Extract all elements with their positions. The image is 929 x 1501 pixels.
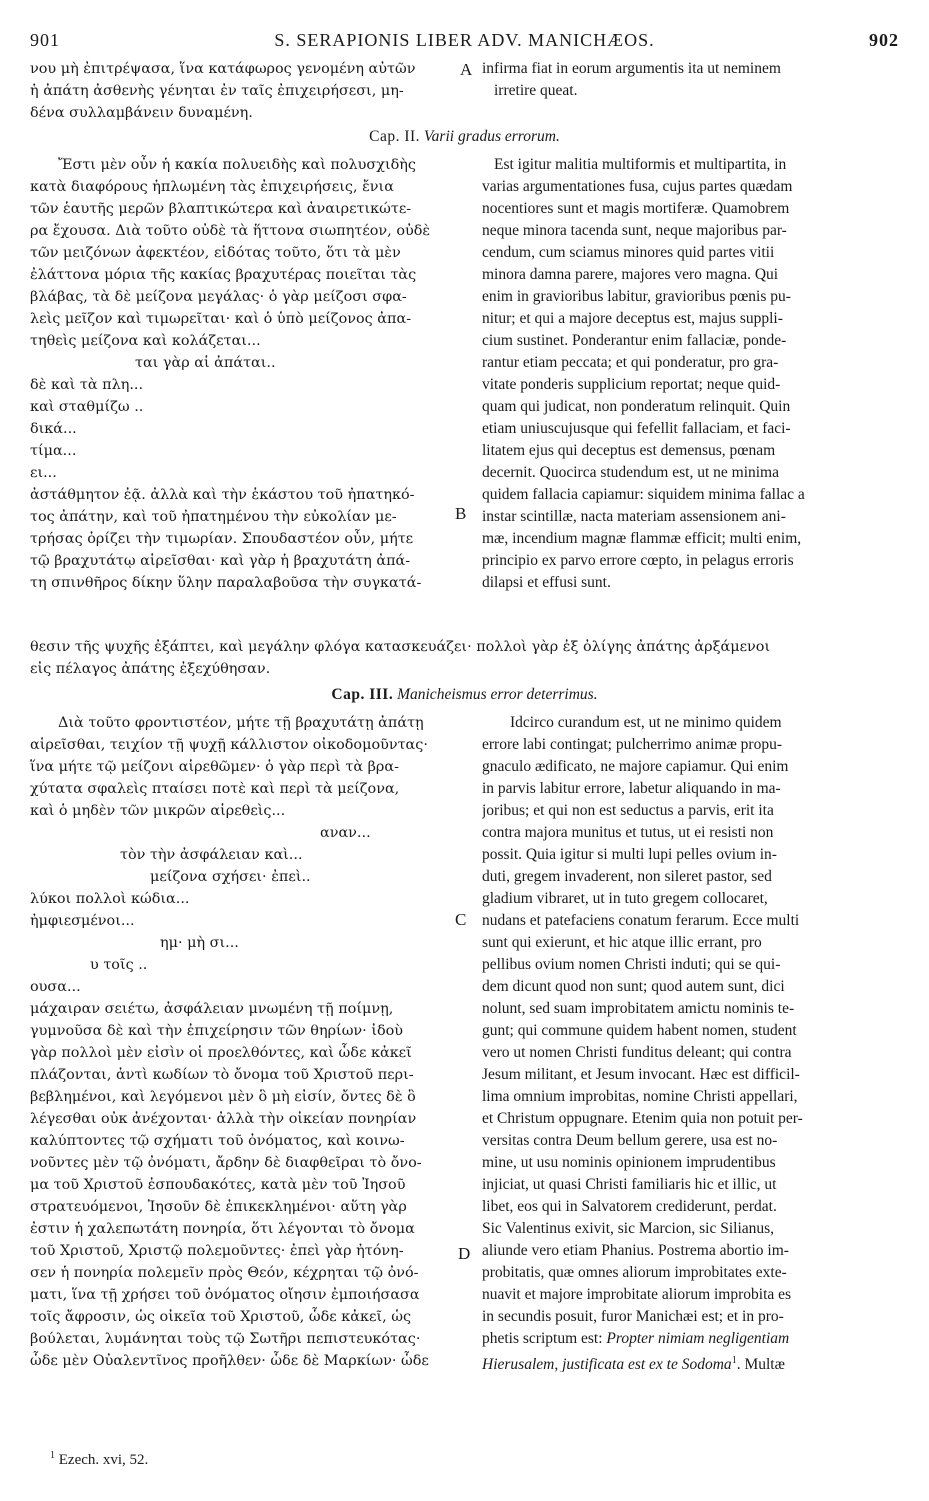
chapter-3-heading	[0, 686, 929, 704]
greek-line: ουσα...	[30, 979, 81, 995]
greek-line: σεν ἡ πονηρία πολεμεῖν πρὸς Θεόν, κέχρηται τῷ ὀνό-	[30, 1265, 419, 1281]
greek-line: καλύπτοντες τῷ σχήματι τοῦ ὀνόματος, καὶ κοινω-	[30, 1133, 405, 1149]
greek-line: υ τοῖς ..	[90, 957, 148, 973]
latin-line: joribus; et qui non est seductus a parvis, erit ita	[482, 802, 774, 819]
latin-line	[482, 1350, 900, 1372]
latin-line: cium sustinet. Ponderantur enim fallaciæ, ponde-	[482, 332, 787, 349]
latin-line: lima omnium improbitas, nomine Christi appellari,	[482, 1088, 798, 1105]
chapter-3-greek-column	[30, 712, 470, 1372]
latin-line: nuavit et majore improbitate aliorum improbita es	[482, 1286, 792, 1303]
margin-marker-c: C	[455, 910, 467, 929]
greek-line: ει...	[30, 465, 57, 481]
greek-line: μα τοῦ Χριστοῦ ἐσπουδακότες, κατὰ μὲν τοῦ Ἰησοῦ	[30, 1177, 406, 1193]
greek-line: δένα συλλαμβάνειν δυναμένη.	[30, 105, 253, 121]
greek-line: ἵνα μήτε τῷ μείζονι αἱρεθῶμεν· ὁ γὰρ περὶ τὰ βρα-	[30, 759, 399, 775]
latin-line: Est igitur malitia multiformis et multipartita, in	[494, 156, 787, 173]
chapter-3-title: Manicheismus error deterrimus.	[397, 686, 598, 703]
latin-line: libet, eos qui in Salvatorem crediderunt, perdat.	[482, 1198, 777, 1215]
chapter-2-latin-column	[482, 154, 900, 594]
latin-line: duti, gregem invaderent, non sileret pastor, sed	[482, 868, 772, 885]
greek-line: τίμα...	[30, 443, 77, 459]
footnote-text: Ezech. xvi, 52.	[58, 1452, 149, 1468]
greek-line: μείζονα σχήσει· ἐπεὶ..	[150, 869, 311, 885]
greek-line: χύτατα σφαλεὶς πταίσει ποτὲ καὶ περὶ τὰ μείζονα,	[30, 781, 400, 797]
latin-line: gunt; qui commune quidem habent nomen, student	[482, 1022, 797, 1039]
footnote-number: 1	[50, 1450, 55, 1461]
scripture-quote: Hierusalem, justificata est ex te Sodoma	[482, 1356, 732, 1372]
latin-line	[482, 1306, 900, 1328]
running-title: S. SERAPIONIS LIBER ADV. MANICHÆOS.	[274, 30, 655, 50]
latin-line: Sic Valentinus exivit, sic Marcion, sic Silianus,	[482, 1220, 775, 1237]
latin-line: irretire queat.	[494, 82, 578, 99]
top-greek-column	[30, 58, 473, 124]
latin-line: dem dicunt quod non sunt; quod autem sunt, dici	[482, 978, 785, 995]
greek-line: λύκοι πολλοὶ κώδια...	[30, 891, 190, 907]
greek-line: αναν...	[320, 825, 371, 841]
latin-line: litatem ejus qui deceptus est demensus, pœnam	[482, 442, 776, 459]
latin-line: dilapsi et effusi sunt.	[482, 574, 611, 591]
footnote	[50, 1450, 148, 1469]
greek-line: πλάζονται, ἀντὶ κωδίων τὸ ὄνομα τοῦ Χριστοῦ περι-	[30, 1067, 414, 1083]
greek-line: ὧδε μὲν Οὐαλεντῖνος προῆλθεν· ὧδε δὲ Μαρκίων· ὧδε	[30, 1353, 429, 1369]
page-number-right: 902	[869, 30, 899, 50]
page-number-left: 901	[30, 30, 60, 50]
latin-line: versitas contra Deum bellum gerere, usa est no-	[482, 1132, 778, 1149]
latin-line: decernit. Quocirca studendum est, ut ne minima	[482, 464, 779, 481]
chapter-2-greek-column	[30, 154, 470, 594]
latin-text: in secundis posuit, furor Manichæi est; et in pro-	[482, 1308, 784, 1325]
greek-line: δικά...	[30, 421, 77, 437]
greek-line: καὶ ὁ μηδὲν τῶν μικρῶν αἱρεθεὶς...	[30, 803, 286, 819]
chapter-3-number: Cap. III.	[331, 686, 394, 703]
latin-line: mine, ut usu nominis opinionem imprudentibus	[482, 1154, 776, 1171]
greek-line: ἠμφιεσμένοι...	[30, 913, 135, 929]
greek-line: Ἔστι μὲν οὖν ἡ κακία πολυειδὴς καὶ πολυσχιδὴς	[58, 157, 416, 173]
latin-line: infirma fiat in eorum argumentis ita ut neminem	[482, 60, 781, 77]
greek-line: λεὶς μεῖζον καὶ τιμωρεῖται· καὶ ὁ ὑπὸ μείζονος ἀπα-	[30, 311, 412, 327]
latin-line: etiam uniuscujusque qui fefellit fallaciam, et faci-	[482, 420, 791, 437]
chapter-2-full-width	[30, 636, 899, 680]
running-header	[30, 30, 899, 54]
chapter-2-title: Varii gradus errorum.	[423, 128, 560, 145]
greek-line: καὶ σταθμίζω ..	[30, 399, 144, 415]
greek-line: βλάβας, τὰ δὲ μείζονα μεγάλας· ὁ γὰρ μείζοσι σφα-	[30, 289, 407, 305]
greek-line: μάχαιραν σειέτω, ἀσφάλειαν μνωμένη τῇ ποίμνῃ,	[30, 1001, 394, 1017]
greek-line: τῶν ἑαυτῆς μερῶν βλαπτικώτερα καὶ ἀναιρετικώτε-	[30, 201, 412, 217]
greek-full-line: εἰς πέλαγος ἀπάτης ἐξεχύθησαν.	[30, 661, 271, 677]
latin-line: vero ut nomen Christi funditus deleant; qui contra	[482, 1044, 792, 1061]
greek-line: γὰρ πολλοὶ μὲν εἰσὶν οἱ προελθόντες, καὶ ὧδε κἀκεῖ	[30, 1045, 412, 1061]
latin-line: cendum, cum sciamus minores quid partes vitii	[482, 244, 775, 261]
top-latin-column	[482, 58, 900, 102]
greek-line: τῶν μειζόνων ἀφεκτέον, εἰδότας τοῦτο, ὅτι τὰ μὲν	[30, 245, 401, 261]
latin-line: aliunde vero etiam Phanius. Postrema abortio im-	[482, 1242, 789, 1259]
greek-line: ημ· μὴ σι...	[160, 935, 239, 951]
footnote-ref: 1	[731, 1355, 737, 1366]
greek-line: ται γὰρ αἱ ἀπάται..	[135, 355, 276, 371]
latin-line: sunt qui exierunt, et hic atque illic errant, pro	[482, 934, 762, 951]
latin-line: Idcirco curandum est, ut ne minimo quidem	[510, 714, 782, 731]
latin-line: errore labi contingat; pulcherrimo animæ propu-	[482, 736, 783, 753]
latin-line: nudans et patefaciens conatum ferarum. Ecce multi	[482, 912, 800, 929]
greek-line: τηθεὶς μείζονα καὶ κολάζεται...	[30, 333, 261, 349]
latin-line: mæ, incendium magnæ flammæ efficit; multi enim,	[482, 530, 802, 547]
latin-line: probitatis, quæ omnes aliorum improbitates exte-	[482, 1264, 787, 1281]
latin-text: . Multæ	[736, 1356, 785, 1372]
latin-line: minora damna parere, majores vero magna. Qui	[482, 266, 779, 283]
greek-line: νου μὴ ἐπιτρέψασα, ἵνα κατάφωρος γενομένη αὐτῶν	[30, 61, 416, 77]
greek-line: Διὰ τοῦτο φροντιστέον, μήτε τῇ βραχυτάτῃ ἀπάτῃ	[58, 715, 424, 731]
greek-line: αἱρεῖσθαι, τειχίον τῇ ψυχῇ κάλλιστον οἰκοδομοῦντας·	[30, 737, 428, 753]
chapter-2-heading	[0, 128, 929, 146]
greek-line: τοῖς ἄφροσιν, ὡς οἰκεῖα τοῦ Χριστοῦ, ὧδε κἀκεῖ, ὡς	[30, 1309, 412, 1325]
latin-line	[482, 1328, 900, 1350]
latin-line: rantur etiam peccata; et qui ponderatur, pro gra-	[482, 354, 779, 371]
greek-line: τοῦ Χριστοῦ, Χριστῷ πολεμοῦντες· ἐπεὶ γὰρ ἠτόνη-	[30, 1243, 404, 1259]
latin-line: enim in gravioribus labitur, gravioribus pœnis pu-	[482, 288, 791, 305]
latin-line: principio ex parvo errore cœpto, in pelagus erroris	[482, 552, 794, 569]
greek-full-line: θεσιν τῆς ψυχῆς ἐξάπτει, καὶ μεγάλην φλόγα κατασκευάζει· πολλοὶ γὰρ ἐξ ὀλίγης ἀπάτης ἀρξάμενοι	[30, 639, 771, 655]
latin-line: in parvis labitur errore, labetur aliquando in ma-	[482, 780, 781, 797]
latin-line: vitate ponderis supplicium reportat; neque quid-	[482, 376, 781, 393]
greek-line: βούλεται, λυμάνηται τοὺς τῷ Σωτῆρι πεπιστευκότας·	[30, 1331, 421, 1347]
greek-line: λέγεσθαι οὐκ ἀνέχονται· ἀλλὰ τὴν οἰκείαν πονηρίαν	[30, 1111, 417, 1127]
margin-marker-d: D	[458, 1244, 471, 1263]
greek-line: ρα ἔχουσα. Διὰ τοῦτο οὐδὲ τὰ ἥττονα σιωπητέον, οὐδὲ	[30, 223, 431, 239]
latin-line: quidem fallacia capiamur: siquidem minima fallac a	[482, 486, 805, 503]
chapter-2-number: Cap. II.	[369, 128, 421, 145]
greek-line: γυμνοῦσα δὲ καὶ τὴν ἐπιχείρησιν τῶν θηρίων· ἰδοὺ	[30, 1023, 404, 1039]
latin-line: contra majora munitus et tutus, ut ei resisti non	[482, 824, 774, 841]
latin-line: Jesum militant, et Jesum invocant. Hæc est difficil-	[482, 1066, 800, 1083]
greek-line: κατὰ διαφόρους ἡπλωμένη τὰς ἐπιχειρήσεις, ἔνια	[30, 179, 394, 195]
latin-line: neque minora tacenda sunt, neque majoribus par-	[482, 222, 787, 239]
margin-marker-b: B	[455, 504, 467, 523]
latin-line: quam qui judicat, non ponderatum relinquit. Quin	[482, 398, 791, 415]
greek-line: νοῦντες μὲν τῷ ὀνόματι, ἄρδην δὲ διαφθεῖραι τὸ ὄνο-	[30, 1155, 422, 1171]
scripture-quote: Propter nimiam negligentiam	[606, 1330, 790, 1347]
greek-line: δὲ καὶ τὰ πλη...	[30, 377, 144, 393]
latin-line: possit. Quia igitur si multi lupi pelles ovium in-	[482, 846, 777, 863]
latin-line: nocentiores sunt et magis mortiferæ. Quamobrem	[482, 200, 790, 217]
latin-line: gnaculo ædificato, ne majore capiamur. Qui enim	[482, 758, 789, 775]
greek-line: ἐλάττονα μόρια τῆς κακίας βραχυτέρας ποιεῖται τὰς	[30, 267, 417, 283]
greek-line: ἐστιν ἡ χαλεπωτάτη πονηρία, ὅτι λέγονται τὸ ὄνομα	[30, 1221, 415, 1237]
greek-line: ματι, ἵνα τῇ χρήσει τοῦ ὀνόματος οἴησιν ἐμποιήσασα	[30, 1287, 420, 1303]
latin-text: phetis scriptum est:	[482, 1330, 603, 1347]
greek-line: βεβλημένοι, καὶ λεγόμενοι μὲν ὃ μὴ εἰσίν, ὄντες δὲ ὃ	[30, 1089, 416, 1105]
latin-line: varias argumentationes fusa, cujus partes quædam	[482, 178, 793, 195]
greek-line: τη σπινθῆρος δίκην ὕλην παραλαβοῦσα τὴν συγκατά-	[30, 575, 422, 591]
latin-line: pellibus ovium nomen Christi induti; qui se qui-	[482, 956, 781, 973]
margin-marker-a: A	[460, 60, 473, 79]
latin-line: instar scintillæ, nacta materiam assensionem ani-	[482, 508, 786, 525]
greek-line: τῷ βραχυτάτῳ αἱρεῖσθαι· καὶ γὰρ ἡ βραχυτάτη ἀπά-	[30, 553, 411, 569]
greek-line: τὸν τὴν ἀσφάλειαν καὶ...	[120, 847, 303, 863]
greek-line: στρατευόμενοι, Ἰησοῦν δὲ ἐπικεκλημένοι· αὕτη γὰρ	[30, 1199, 407, 1215]
greek-line: τρήσας ὁρίζει τὴν τιμωρίαν. Σπουδαστέον οὖν, μήτε	[30, 531, 414, 547]
latin-line: nolunt, sed suam improbitatem amictu nominis te-	[482, 1000, 795, 1017]
latin-line: et Christum oppugnare. Etenim quia non potuit per-	[482, 1110, 803, 1127]
latin-line: gladium vibraret, ut in tuto gregem collocaret,	[482, 890, 768, 907]
greek-line: τος ἀπάτην, καὶ τοῦ ἠπατημένου τὴν εὐκολίαν με-	[30, 509, 397, 525]
greek-line: ἡ ἀπάτη ἀσθενὴς γένηται ἐν ταῖς ἐπιχειρήσεσι, μη-	[30, 83, 404, 99]
latin-line: injiciat, ut quasi Christi familiaris hic et illic, ut	[482, 1176, 777, 1193]
chapter-3-latin-column	[482, 712, 900, 1372]
greek-line: ἀστάθμητον ἐᾷ. ἀλλὰ καὶ τὴν ἑκάστου τοῦ ἠπατηκό-	[30, 487, 415, 503]
latin-line: nitur; et qui a majore deceptus est, majus suppli-	[482, 310, 783, 327]
